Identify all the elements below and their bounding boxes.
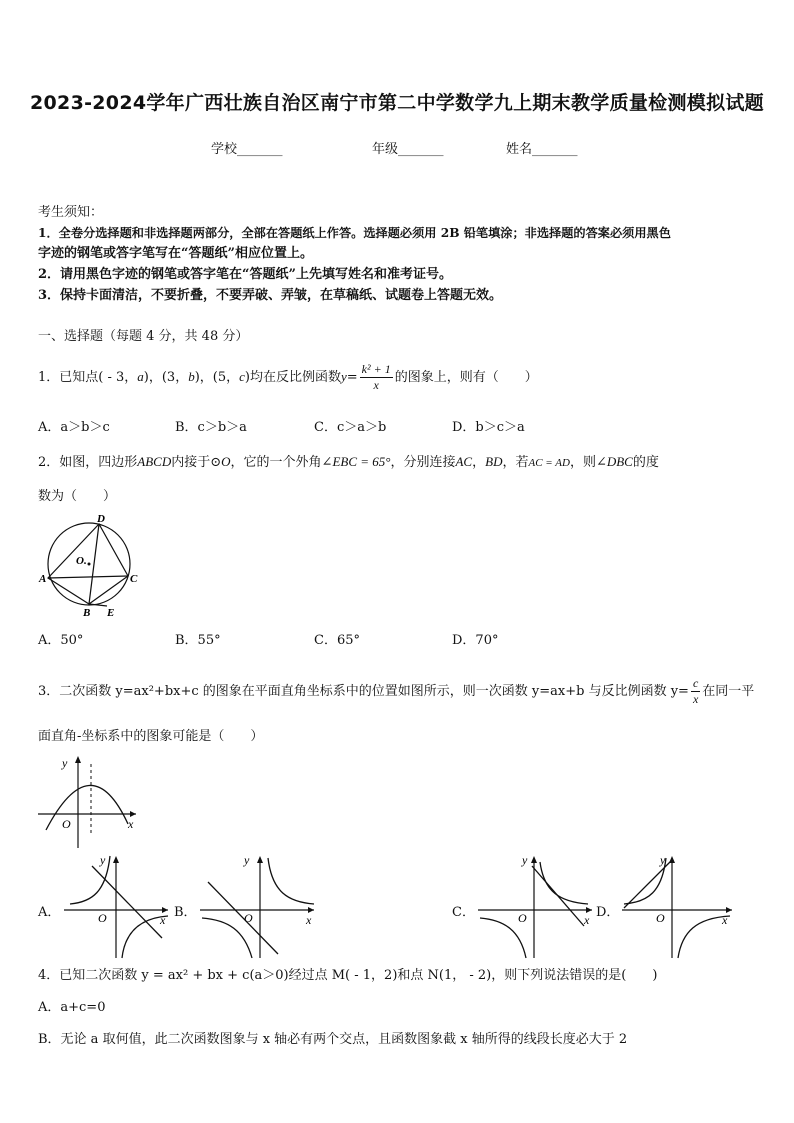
question-4-line-1: 4．已知二次函数 y = ax² + bx + c(a＞0)经过点 M( - 1，2)和点 N(1， - 2)，则下列说法错误的是( ) bbox=[38, 968, 658, 983]
origin-label: O bbox=[98, 911, 107, 925]
q3-fraction-numerator: c bbox=[692, 676, 699, 690]
q1-var-a: a bbox=[137, 369, 144, 384]
y-label: y bbox=[244, 853, 250, 867]
origin-label: O bbox=[518, 911, 527, 925]
q2-ac-ad: AC = AD bbox=[528, 457, 570, 469]
name-field: 姓名_______ bbox=[506, 142, 578, 157]
q1-pre: 1．已知点( - 3， bbox=[38, 370, 138, 385]
q1-var-b: b bbox=[188, 369, 195, 384]
q2-text-1: 2．如图，四边形 bbox=[38, 455, 138, 470]
linear-function bbox=[208, 882, 278, 954]
q3-option-d-graph[interactable] bbox=[620, 852, 736, 960]
origin-label: O bbox=[62, 817, 71, 831]
q3-parabola-graph bbox=[36, 752, 140, 850]
q2-text-2: 内接于⊙ bbox=[171, 455, 222, 470]
question-2-line-1 bbox=[38, 452, 659, 473]
q1-option-d[interactable]: D．b＞c＞a bbox=[452, 420, 525, 435]
segment-ac bbox=[48, 576, 128, 578]
notice-line-2: 2．请用黑色字迹的钢笔或答字笔在“答题纸”上先填写姓名和准考证号。 bbox=[38, 267, 453, 282]
question-2-line-2: 数为（ ） bbox=[38, 489, 117, 504]
q2-text-5: ，若 bbox=[502, 455, 529, 470]
notice-line-1: 1．全卷分选择题和非选择题两部分，全部在答题纸上作答。选择题必须用 2B 铅笔填涂；非选择题的答案必须用黑色 bbox=[38, 226, 671, 240]
q3-option-c-label[interactable]: C． bbox=[452, 905, 475, 920]
x-label: x bbox=[306, 913, 312, 927]
origin-label: O bbox=[656, 911, 665, 925]
q1-option-b[interactable]: B．c＞b＞a bbox=[175, 420, 247, 435]
y-label: y bbox=[522, 853, 528, 867]
x-label: x bbox=[128, 817, 134, 831]
school-field: 学校_______ bbox=[211, 142, 283, 157]
label-d: D bbox=[97, 513, 105, 525]
q2-text-3: ，它的一个外角 bbox=[230, 455, 322, 470]
question-1 bbox=[38, 361, 538, 394]
q2-abcd: ABCD bbox=[137, 454, 172, 469]
q2-text-6: ，则∠ bbox=[569, 455, 607, 470]
q3-fraction bbox=[691, 676, 700, 707]
q2-o: O bbox=[221, 454, 231, 469]
y-axis-arrow bbox=[257, 856, 263, 863]
q1-mid2: )，(5， bbox=[194, 370, 240, 385]
q1-equals: = bbox=[346, 370, 358, 385]
q3-option-b-label[interactable]: B． bbox=[174, 905, 197, 920]
q1-fraction-denominator: x bbox=[373, 378, 379, 392]
q3-fraction-denominator: x bbox=[692, 692, 699, 706]
q1-post: 的图象上，则有（ ） bbox=[394, 370, 538, 385]
y-axis-arrow bbox=[531, 856, 537, 863]
q2-option-b[interactable]: B．55° bbox=[175, 633, 221, 648]
q2-text-4: ，分别连接 bbox=[390, 455, 456, 470]
q1-fraction bbox=[360, 362, 393, 393]
q2-ac: AC bbox=[455, 454, 473, 469]
q3-option-a-graph[interactable] bbox=[62, 852, 172, 960]
page-title: 2023-2024学年广西壮族自治区南宁市第二中学数学九上期末教学质量检测模拟试题 bbox=[30, 92, 764, 114]
y-label: y bbox=[62, 756, 68, 770]
q2-text-7: 的度 bbox=[632, 455, 659, 470]
q3-text-2: 在同一平 bbox=[702, 684, 755, 699]
q2-option-a[interactable]: A．50° bbox=[38, 633, 84, 648]
q2-angle: ∠EBC = 65° bbox=[321, 454, 391, 469]
y-label: y bbox=[660, 853, 666, 867]
q4-option-a[interactable]: A．a+c=0 bbox=[38, 1000, 106, 1015]
q1-var-y: y bbox=[340, 369, 347, 384]
q1-fraction-numerator: k² + 1 bbox=[361, 362, 391, 376]
q3-option-b-graph[interactable] bbox=[198, 852, 318, 960]
question-3-line-2: 面直角‑坐标系中的图象可能是（ ） bbox=[38, 729, 264, 744]
center-dot bbox=[88, 563, 91, 566]
label-a: A bbox=[39, 573, 47, 585]
notice-header: 考生须知： bbox=[38, 205, 104, 220]
label-e: E bbox=[107, 607, 115, 618]
q3-option-c-graph[interactable] bbox=[476, 852, 596, 960]
q3-option-a-label[interactable]: A． bbox=[38, 905, 61, 920]
linear-function bbox=[92, 866, 162, 938]
q1-option-c[interactable]: C．c＞a＞b bbox=[314, 420, 387, 435]
q2-comma: ， bbox=[472, 455, 486, 470]
y-axis-arrow bbox=[113, 856, 119, 863]
q2-bd: BD bbox=[485, 454, 503, 469]
linear-function bbox=[532, 866, 584, 926]
linear-function bbox=[624, 860, 672, 908]
notice-line-3: 3．保持卡面清洁，不要折叠，不要弄破、弄皱，在草稿纸、试题卷上答题无效。 bbox=[38, 288, 503, 303]
y-label: y bbox=[100, 853, 106, 867]
hyperbola-branch-right bbox=[268, 858, 314, 904]
origin-label: O bbox=[244, 911, 253, 925]
x-label: x bbox=[160, 913, 166, 927]
section-heading: 一、选择题（每题 4 分，共 48 分） bbox=[38, 329, 249, 344]
q1-var-c: c bbox=[239, 369, 245, 384]
question-3-line-1 bbox=[38, 676, 754, 707]
q2-dbc: DBC bbox=[606, 454, 633, 469]
label-b: B bbox=[83, 607, 91, 618]
q4-option-b[interactable]: B．无论 a 取何值，此二次函数图象与 x 轴必有两个交点，且函数图象截 x 轴所得的线段长度必大于 2 bbox=[38, 1032, 628, 1047]
notice-line-1b: 字迹的钢笔或答字笔写在“答题纸”相应位置上。 bbox=[38, 246, 313, 261]
x-label: x bbox=[722, 913, 728, 927]
q3-option-d-label[interactable]: D． bbox=[596, 905, 620, 920]
x-label: x bbox=[584, 913, 590, 927]
q2-option-d[interactable]: D．70° bbox=[452, 633, 499, 648]
q3-text-1: 3．二次函数 y=ax²+bx+c 的图象在平面直角坐标系中的位置如图所示，则一次函数 y=ax+b 与反比例函数 y= bbox=[38, 684, 689, 699]
q2-option-c[interactable]: C．65° bbox=[314, 633, 360, 648]
q1-mid1: )，(3， bbox=[143, 370, 189, 385]
grade-field: 年级_______ bbox=[372, 142, 444, 157]
parabola-curve bbox=[46, 785, 128, 830]
label-c: C bbox=[130, 573, 138, 585]
label-o: O. bbox=[76, 555, 87, 567]
y-axis-arrow bbox=[75, 756, 81, 763]
q1-mid3: )均在反比例函数 bbox=[244, 370, 341, 385]
q1-option-a[interactable]: A．a＞b＞c bbox=[38, 420, 110, 435]
q2-circle-figure bbox=[36, 510, 146, 618]
